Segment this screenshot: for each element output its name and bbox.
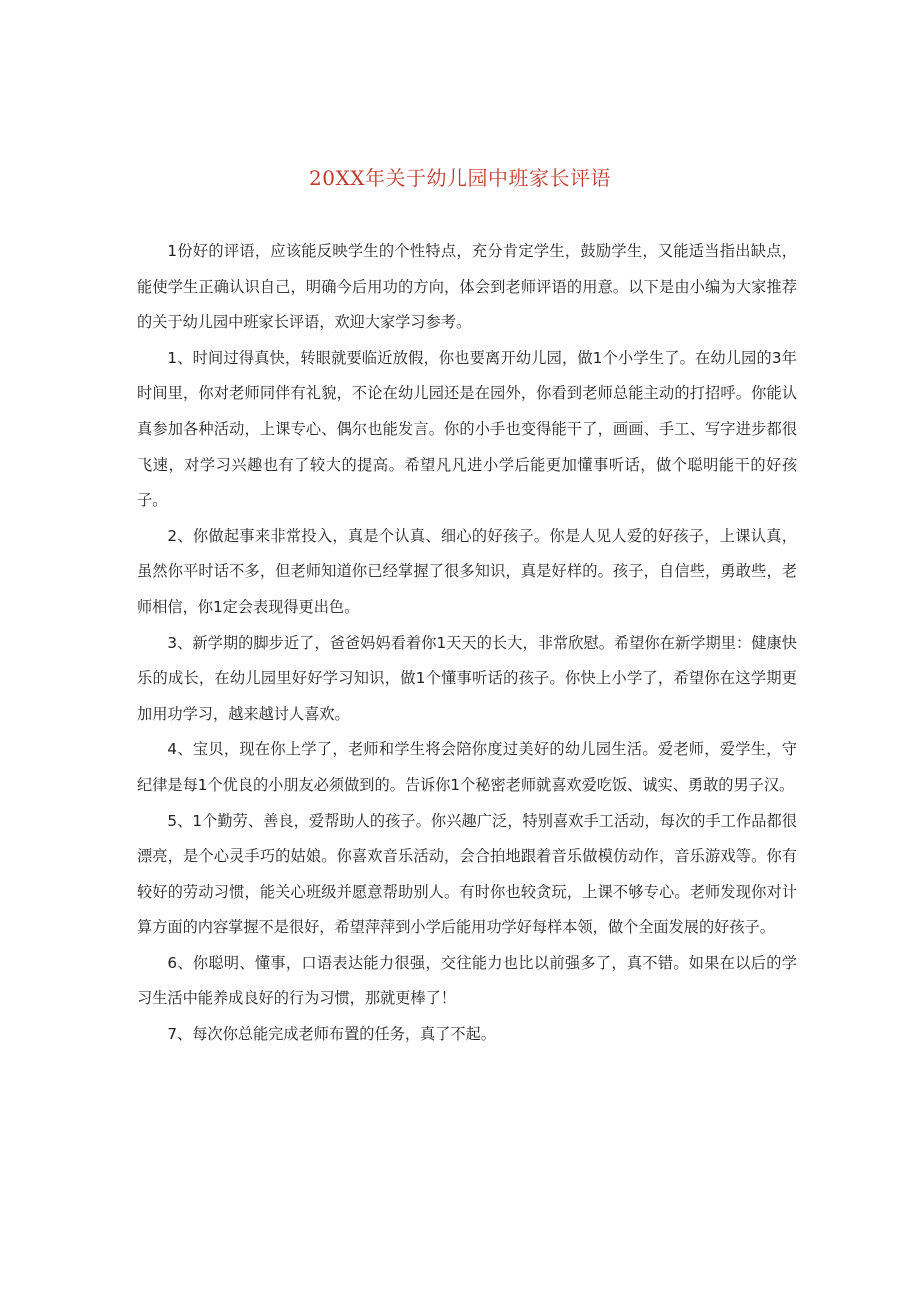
paragraph-intro: 1份好的评语，应该能反映学生的个性特点，充分肯定学生，鼓励学生，又能适当指出缺点，能使学生正确认识自己，明确今后用功的方向，体会到老师评语的用意。以下是由小编为大家推荐的关于幼儿园中班家长评语，欢迎大家学习参考。 [137, 242, 797, 332]
paragraph-comment-6: 6、你聪明、懂事，口语表达能力很强，交往能力也比以前强多了，真不错。如果在以后的学习生活中能养成良好的行为习惯，那就更棒了！ [137, 953, 797, 1008]
paragraph-comment-4: 4、宝贝，现在你上学了，老师和学生将会陪你度过美好的幼儿园生活。爱老师，爱学生，守纪律是每1个优良的小朋友必须做到的。告诉你1个秘密老师就喜欢爱吃饭、诚实、勇敢的男子汉。 [137, 740, 797, 794]
paragraph-comment-3: 3、新学期的脚步近了，爸爸妈妈看着你1天天的长大，非常欣慰。希望你在新学期里：健康快乐的成长，在幼儿园里好好学习知识，做1个懂事听话的孩子。你快上小学了，希望你在这学期更加用功学习，越来越讨人喜欢。 [137, 633, 797, 723]
paragraph-comment-1: 1、时间过得真快，转眼就要临近放假，你也要离开幼儿园，做1个小学生了。在幼儿园的3年时间里，你对老师同伴有礼貌，不论在幼儿园还是在园外，你看到老师总能主动的打招呼。你能认真参加各种活动，上课专心、偶尔也能发言。你的小手也变得能干了，画画、手工、写字进步都很飞速，对学习兴趣也有了较大的提高。希望凡凡进小学后能更加懂事听话，做个聪明能干的好孩子。 [137, 348, 797, 510]
paragraph-comment-2: 2、你做起事来非常投入，真是个认真、细心的好孩子。你是人见人爱的好孩子，上课认真，虽然你平时话不多，但老师知道你已经掌握了很多知识，真是好样的。孩子，自信些，勇敢些，老师相信，你1定会表现得更出色。 [137, 526, 797, 616]
paragraph-comment-7: 7、每次你总能完成老师布置的任务，真了不起。 [167, 1025, 496, 1044]
document-title: 20XX年关于幼儿园中班家长评语 [309, 166, 611, 190]
document-body [137, 234, 797, 1053]
paragraph-comment-5: 5、1个勤劳、善良，爱帮助人的孩子。你兴趣广泛，特别喜欢手工活动，每次的手工作品都很漂亮，是个心灵手巧的姑娘。你喜欢音乐活动，会合拍地跟着音乐做模仿动作，音乐游戏等。你有较好的劳动习惯，能关心班级并愿意帮助别人。有时你也较贪玩，上课不够专心。老师发现你对计算方面的内容掌握不是很好，希望萍萍到小学后能用功学好每样本领，做个全面发展的好孩子。 [137, 811, 797, 937]
